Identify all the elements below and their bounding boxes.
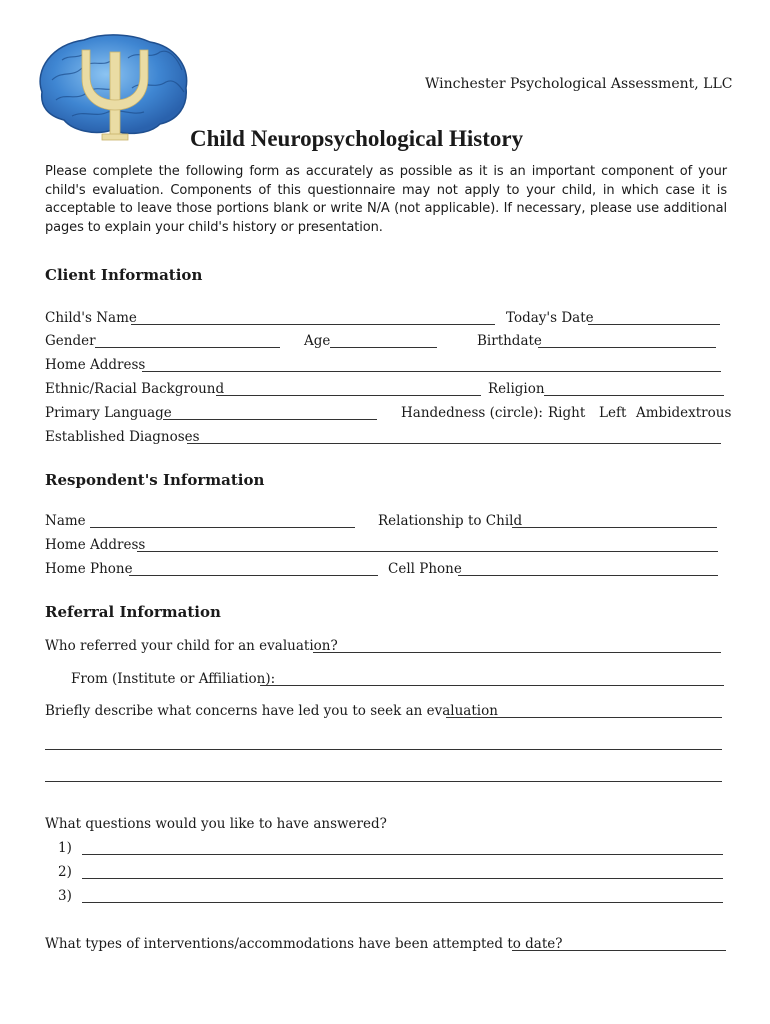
page-title: Child Neuropsychological History	[190, 126, 524, 151]
home-address-field[interactable]	[142, 371, 721, 372]
brain-psi-logo	[32, 30, 192, 145]
handedness-left-option[interactable]: Left	[599, 405, 627, 421]
primary-language-field[interactable]	[163, 419, 377, 420]
from-institute-label: From (Institute or Affiliation):	[71, 671, 276, 687]
cell-phone-field[interactable]	[458, 575, 718, 576]
intro-paragraph: Please complete the following form as accurately as possible as it is an important component of your child's evaluation. Components of this questionnaire may not apply to your child, in which case it is acceptable to leave those portions blank or write N/A (not applicable). If necessary, please use additional pages to explain your child's history or presentation.	[45, 164, 727, 235]
handedness-ambidextrous-option[interactable]: Ambidextrous	[636, 405, 732, 421]
religion-label: Religion	[488, 381, 545, 397]
question-field-3[interactable]	[82, 902, 723, 903]
childs-name-field[interactable]	[131, 324, 495, 325]
respondent-address-label: Home Address	[45, 537, 146, 553]
home-phone-label: Home Phone	[45, 561, 133, 577]
relationship-label: Relationship to Child	[378, 513, 523, 529]
questions-label: What questions would you like to have answered?	[45, 816, 387, 832]
respondent-address-field[interactable]	[137, 551, 718, 552]
ethnic-label: Ethnic/Racial Background	[45, 381, 225, 397]
from-institute-field[interactable]	[260, 685, 724, 686]
cell-phone-label: Cell Phone	[388, 561, 462, 577]
interventions-label: What types of interventions/accommodations have been attempted to date?	[45, 936, 563, 952]
primary-language-label: Primary Language	[45, 405, 172, 421]
birthdate-label: Birthdate	[477, 333, 542, 349]
referral-info-heading: Referral Information	[45, 603, 221, 621]
respondent-info-heading: Respondent's Information	[45, 471, 265, 489]
concerns-label: Briefly describe what concerns have led you to seek an evaluation	[45, 703, 498, 719]
gender-label: Gender	[45, 333, 96, 349]
childs-name-label: Child's Name	[45, 310, 137, 326]
gender-field[interactable]	[95, 347, 280, 348]
client-info-heading: Client Information	[45, 266, 203, 284]
ethnic-field[interactable]	[216, 395, 481, 396]
interventions-field[interactable]	[512, 950, 726, 951]
concerns-field-1[interactable]	[446, 717, 722, 718]
who-referred-label: Who referred your child for an evaluation?	[45, 638, 338, 654]
todays-date-field[interactable]	[588, 324, 720, 325]
handedness-label: Handedness (circle):	[401, 405, 543, 421]
diagnoses-field[interactable]	[187, 443, 721, 444]
home-phone-field[interactable]	[129, 575, 378, 576]
diagnoses-label: Established Diagnoses	[45, 429, 200, 445]
age-field[interactable]	[330, 347, 437, 348]
respondent-name-label: Name	[45, 513, 86, 529]
question-number-2: 2)	[58, 864, 72, 880]
home-address-label: Home Address	[45, 357, 146, 373]
question-number-1: 1)	[58, 840, 72, 856]
relationship-field[interactable]	[512, 527, 717, 528]
concerns-field-2[interactable]	[45, 749, 722, 750]
concerns-field-3[interactable]	[45, 781, 722, 782]
respondent-name-field[interactable]	[90, 527, 355, 528]
religion-field[interactable]	[544, 395, 724, 396]
company-name: Winchester Psychological Assessment, LLC	[425, 76, 733, 92]
age-label: Age	[304, 333, 331, 349]
todays-date-label: Today's Date	[506, 310, 594, 326]
question-field-1[interactable]	[82, 854, 723, 855]
birthdate-field[interactable]	[538, 347, 716, 348]
handedness-right-option[interactable]: Right	[548, 405, 586, 421]
question-field-2[interactable]	[82, 878, 723, 879]
question-number-3: 3)	[58, 888, 72, 904]
who-referred-field[interactable]	[313, 652, 721, 653]
